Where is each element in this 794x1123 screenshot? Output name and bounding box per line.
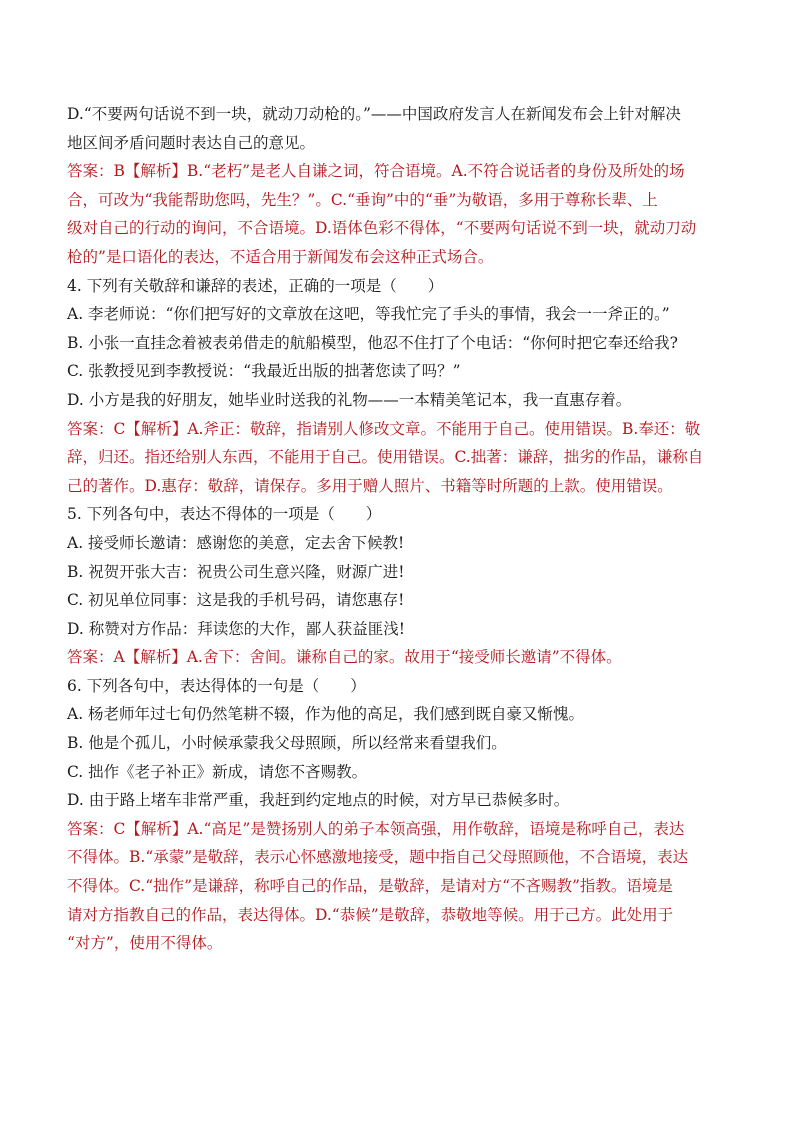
q4-option-c: C. 张教授见到李教授说：“我最近出版的拙著您读了吗？” [67, 362, 461, 381]
q3-answer-line-1: 答案：B【解析】B.“老朽”是老人自谦之词，符合语境。A.不符合说话者的身份及所处的场 [67, 162, 685, 181]
q5-option-b: B. 祝贺开张大吉：祝贵公司生意兴隆，财源广进! [67, 562, 405, 581]
q4-answer-line-3: 己的著作。D.惠存：敬辞，请保存。多用于赠人照片、书籍等时所题的上款。使用错误。 [67, 476, 673, 495]
q3-option-d-line-2: 地区间矛盾问题时表达自己的意见。 [67, 133, 316, 152]
q6-answer-line-1: 答案：C【解析】A.“高足”是赞扬别人的弟子本领高强，用作敬辞，语境是称呼自己，表达 [67, 819, 685, 838]
q5-stem: 5. 下列各句中，表达不得体的一项是（ ） [67, 505, 382, 524]
q4-answer-line-2: 辞，归还。指还给别人东西，不能用于自己。使用错误。C.拙著：谦辞，拙劣的作品，谦称自 [67, 448, 704, 467]
q5-option-d: D. 称赞对方作品：拜读您的大作，鄙人获益匪浅! [67, 619, 405, 638]
q6-option-d: D. 由于路上堵车非常严重，我赶到约定地点的时候，对方早已恭候多时。 [67, 791, 570, 810]
q6-answer-line-3: 不得体。C.“拙作”是谦辞，称呼自己的作品，是敬辞，是请对方“不吝赐教”指教。语境是 [67, 877, 673, 896]
q4-option-b: B. 小张一直挂念着被表弟借走的航船模型，他忍不住打了个电话：“你何时把它奉还给我? [67, 333, 678, 352]
q6-option-b: B. 他是个孤儿，小时候承蒙我父母照顾，所以经常来看望我们。 [67, 734, 507, 753]
document-body [67, 100, 731, 958]
q5-option-a: A. 接受师长邀请：感谢您的美意，定去舍下候教! [67, 533, 405, 552]
q4-option-a: A. 李老师说：“你们把写好的文章放在这吧，等我忙完了手头的事情，我会一一斧正的。” [67, 305, 670, 324]
q4-option-d: D. 小方是我的好朋友，她毕业时送我的礼物——一本精美笔记本，我一直惠存着。 [67, 390, 632, 409]
q5-option-c: C. 初见单位同事：这是我的手机号码，请您惠存! [67, 591, 405, 610]
q6-option-a: A. 杨老师年过七旬仍然笔耕不辍，作为他的高足，我们感到既自豪又惭愧。 [67, 705, 585, 724]
q6-answer-line-4: 请对方指教自己的作品，表达得体。D.“恭候”是敬辞，恭敬地等候。用于己方。此处用于 [67, 905, 674, 924]
q4-stem: 4. 下列有关敬辞和谦辞的表述，正确的一项是（ ） [67, 276, 444, 295]
q6-option-c: C. 拙作《老子补正》新成，请您不吝赐教。 [67, 762, 368, 781]
q3-answer-line-2: 合，可改为“我能帮助您吗，先生？”。C.“垂询”中的“垂”为敬语，多用于尊称长辈、上 [67, 190, 658, 209]
q6-stem: 6. 下列各句中，表达得体的一句是（ ） [67, 676, 366, 695]
q4-answer-line-1: 答案：C【解析】A.斧正：敬辞，指请别人修改文章。不能用于自己。使用错误。B.奉还：敬 [67, 419, 701, 438]
q3-answer-line-3: 级对自己的行动的询问，不合语境。D.语体色彩不得体，“不要两句话说不到一块，就动刀动 [67, 219, 697, 238]
q6-answer-line-2: 不得体。B.“承蒙”是敬辞，表示心怀感激地接受，题中指自己父母照顾他，不合语境，表达 [67, 848, 689, 867]
q5-answer-line-1: 答案：A【解析】A.舍下：舍间。谦称自己的家。故用于“接受师长邀请”不得体。 [67, 648, 622, 667]
q3-answer-line-4: 枪的”是口语化的表达，不适合用于新闻发布会这种正式场合。 [67, 247, 494, 266]
q6-answer-line-5: “对方”，使用不得体。 [67, 934, 223, 953]
q3-option-d-line-1: D.“不要两句话说不到一块，就动刀动枪的。”——中国政府发言人在新闻发布会上针对解决 [67, 105, 681, 123]
